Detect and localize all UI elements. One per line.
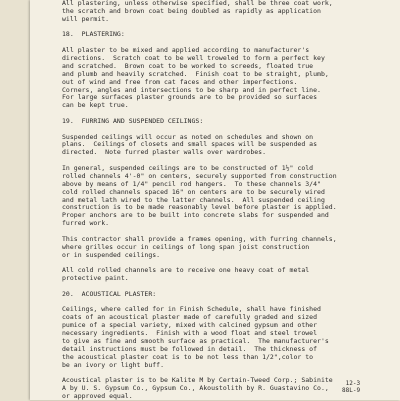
document-page bbox=[30, 0, 400, 400]
page-number-line-1: 12-3 bbox=[345, 380, 361, 387]
furring-paragraph-3: This contractor shall provide a frames opening, with furring channels, where grilles occur in ceilings of long span joist construction or in suspended ceilings. bbox=[62, 234, 337, 259]
page-number bbox=[342, 380, 360, 394]
plastering-paragraph: All plaster to be mixed and applied according to manufacturer's directions. Scratch coat to be well troweled to form a perfect key and scratched. Brown coat to be worked to screeds, floated true and plumb and heavily scratched. Finish coat to be straight, plumb, out of wind and free from cat faces and other imperfections. Corners, angles and intersections to be sharp and in perfect line. For large surfaces plaster grounds are to be provided so surfaces can be kept true. bbox=[62, 46, 329, 110]
intro-paragraph: All plastering, unless otherwise specified, shall be three coat work, the scratch and brown coat being doubled as rapidly as application will permit. bbox=[62, 0, 333, 23]
furring-paragraph-2: In general, suspended ceilings are to be constructed of 1½" cold rolled channels 4'-0" on centers, securely supported from construction above by means of 1/4" pencil rod hangers. To these channels 3/4" cold rolled channels spaced 16" on centers are to be securely wired and metal lath wired to the latter channels. All suspended ceiling construction is to be made reasonably level before plaster is applied. Proper anchors are to be built into concrete slabs for suspended and furred work. bbox=[62, 163, 337, 228]
section-heading-plastering: 18. PLASTERING: bbox=[62, 30, 125, 39]
section-heading-acoustical: 20. ACOUSTICAL PLASTER: bbox=[62, 289, 157, 298]
page-number-line-2: 88L-9 bbox=[342, 387, 361, 394]
furring-paragraph-1: Suspended ceilings will occur as noted on schedules and shown on plans. Ceilings of closets and small spaces will be suspended as directed. Note furred plaster walls over wardrobes. bbox=[62, 132, 318, 157]
section-heading-furring: 19. FURRING AND SUSPENDED CEILINGS: bbox=[62, 116, 204, 125]
document-body bbox=[62, 0, 382, 401]
furring-paragraph-4: All cold rolled channels are to receive one heavy coat of metal protective paint. bbox=[62, 266, 310, 283]
acoustical-paragraph-1: Ceilings, where called for in Finish Schedule, shall have finished coats of an acoustical plaster made of carefully graded and sized pumice of a special variety, mixed with calcined gypsum and other necessary ingredients. Finish with a wood float and steel trowel to give as fine and smooth surface as practical. The manufacturer's detail instructions must be followed in detail. The thickness of the acoustical plaster coat is to be not less than 1/2",color to be an ivory or light buff. bbox=[62, 305, 329, 369]
acoustical-paragraph-2: Acoustical plaster is to be Kalite M by Certain-Tweed Corp.; Sabinite A by U. S. Gypsum Co., Gypsum Co., Akoustolith by R. Guastavino Co., or approved equal. bbox=[62, 376, 333, 401]
